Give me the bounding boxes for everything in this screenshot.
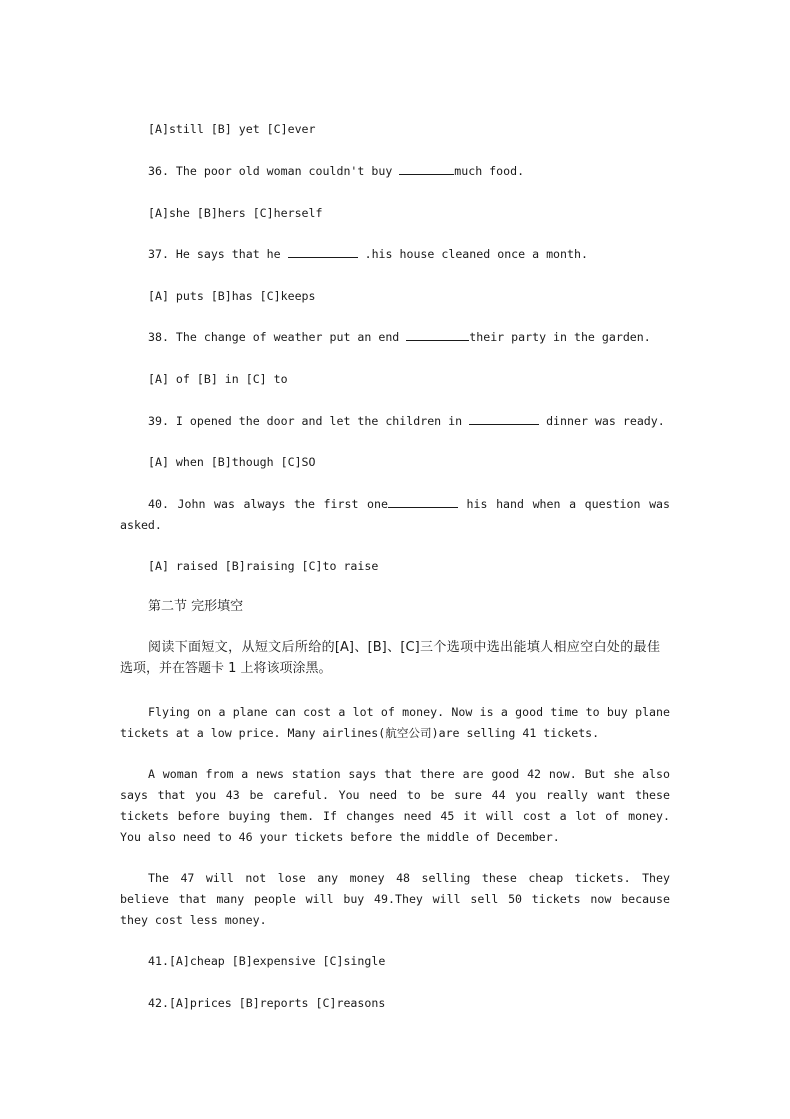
q38-options: [A] of [B] in [C] to [148,372,288,386]
q40-text-after: his hand when a question was asked. [120,497,671,532]
q41-options: 41.[A]cheap [B]expensive [C]single [148,954,386,968]
section-heading: 第二节 完形填空 [148,599,244,614]
q38-answer-blank [406,328,469,341]
q39-answer-blank [469,412,539,425]
q39-text-before: 39. I opened the door and let the children in [148,414,470,428]
q38-text-before: 38. The change of weather put an end [148,330,407,344]
q40-question [120,494,670,536]
q36-text-after: much food. [454,164,525,178]
q36-text-before: 36. The poor old woman couldn't buy [148,164,400,178]
q37-text-before: 37. He says that he [148,247,288,261]
q37-text-after: .his house cleaned once a month. [357,247,588,261]
passage-paragraph-3: The 47 will not lose any money 48 selling these cheap tickets. They believe that many people will buy 49.They will sell 50 tickets now because they cost less money. [120,871,670,927]
q38-question [148,327,651,348]
q39-options: [A] when [B]though [C]SO [148,455,316,469]
section-instruction: 阅读下面短文，从短文后所给的[A]、[B]、[C]三个选项中选出能填人相应空白处的最佳选项，并在答题卡 1 上将该项涂黑。 [120,640,660,676]
q35-options: [A]still [B] yet [C]ever [148,122,316,136]
q36-question [148,161,524,182]
q38-text-after: their party in the garden. [469,330,651,344]
q37-options: [A] puts [B]has [C]keeps [148,289,316,303]
q36-options: [A]she [B]hers [C]herself [148,206,323,220]
q39-question [148,411,665,432]
q37-answer-blank [288,245,358,258]
q40-text-before: 40. John was always the first one [148,497,388,511]
q42-options: 42.[A]prices [B]reports [C]reasons [148,996,386,1010]
q40-answer-blank [388,495,458,508]
passage-paragraph-1: Flying on a plane can cost a lot of money. Now is a good time to buy plane tickets at a low price. Many airlines(航空公司)are selling 41 tickets. [120,705,670,740]
q39-text-after: dinner was ready. [539,414,665,428]
q36-answer-blank [399,162,454,175]
q40-options: [A] raised [B]raising [C]to raise [148,559,379,573]
q37-question [148,244,588,265]
passage-paragraph-2: A woman from a news station says that there are good 42 now. But she also says that you 43 be careful. You need to be sure 44 you really want these tickets before buying them. If changes need 45 it will cost a lot of money. You also need to 46 your tickets before the middle of December. [120,767,670,844]
